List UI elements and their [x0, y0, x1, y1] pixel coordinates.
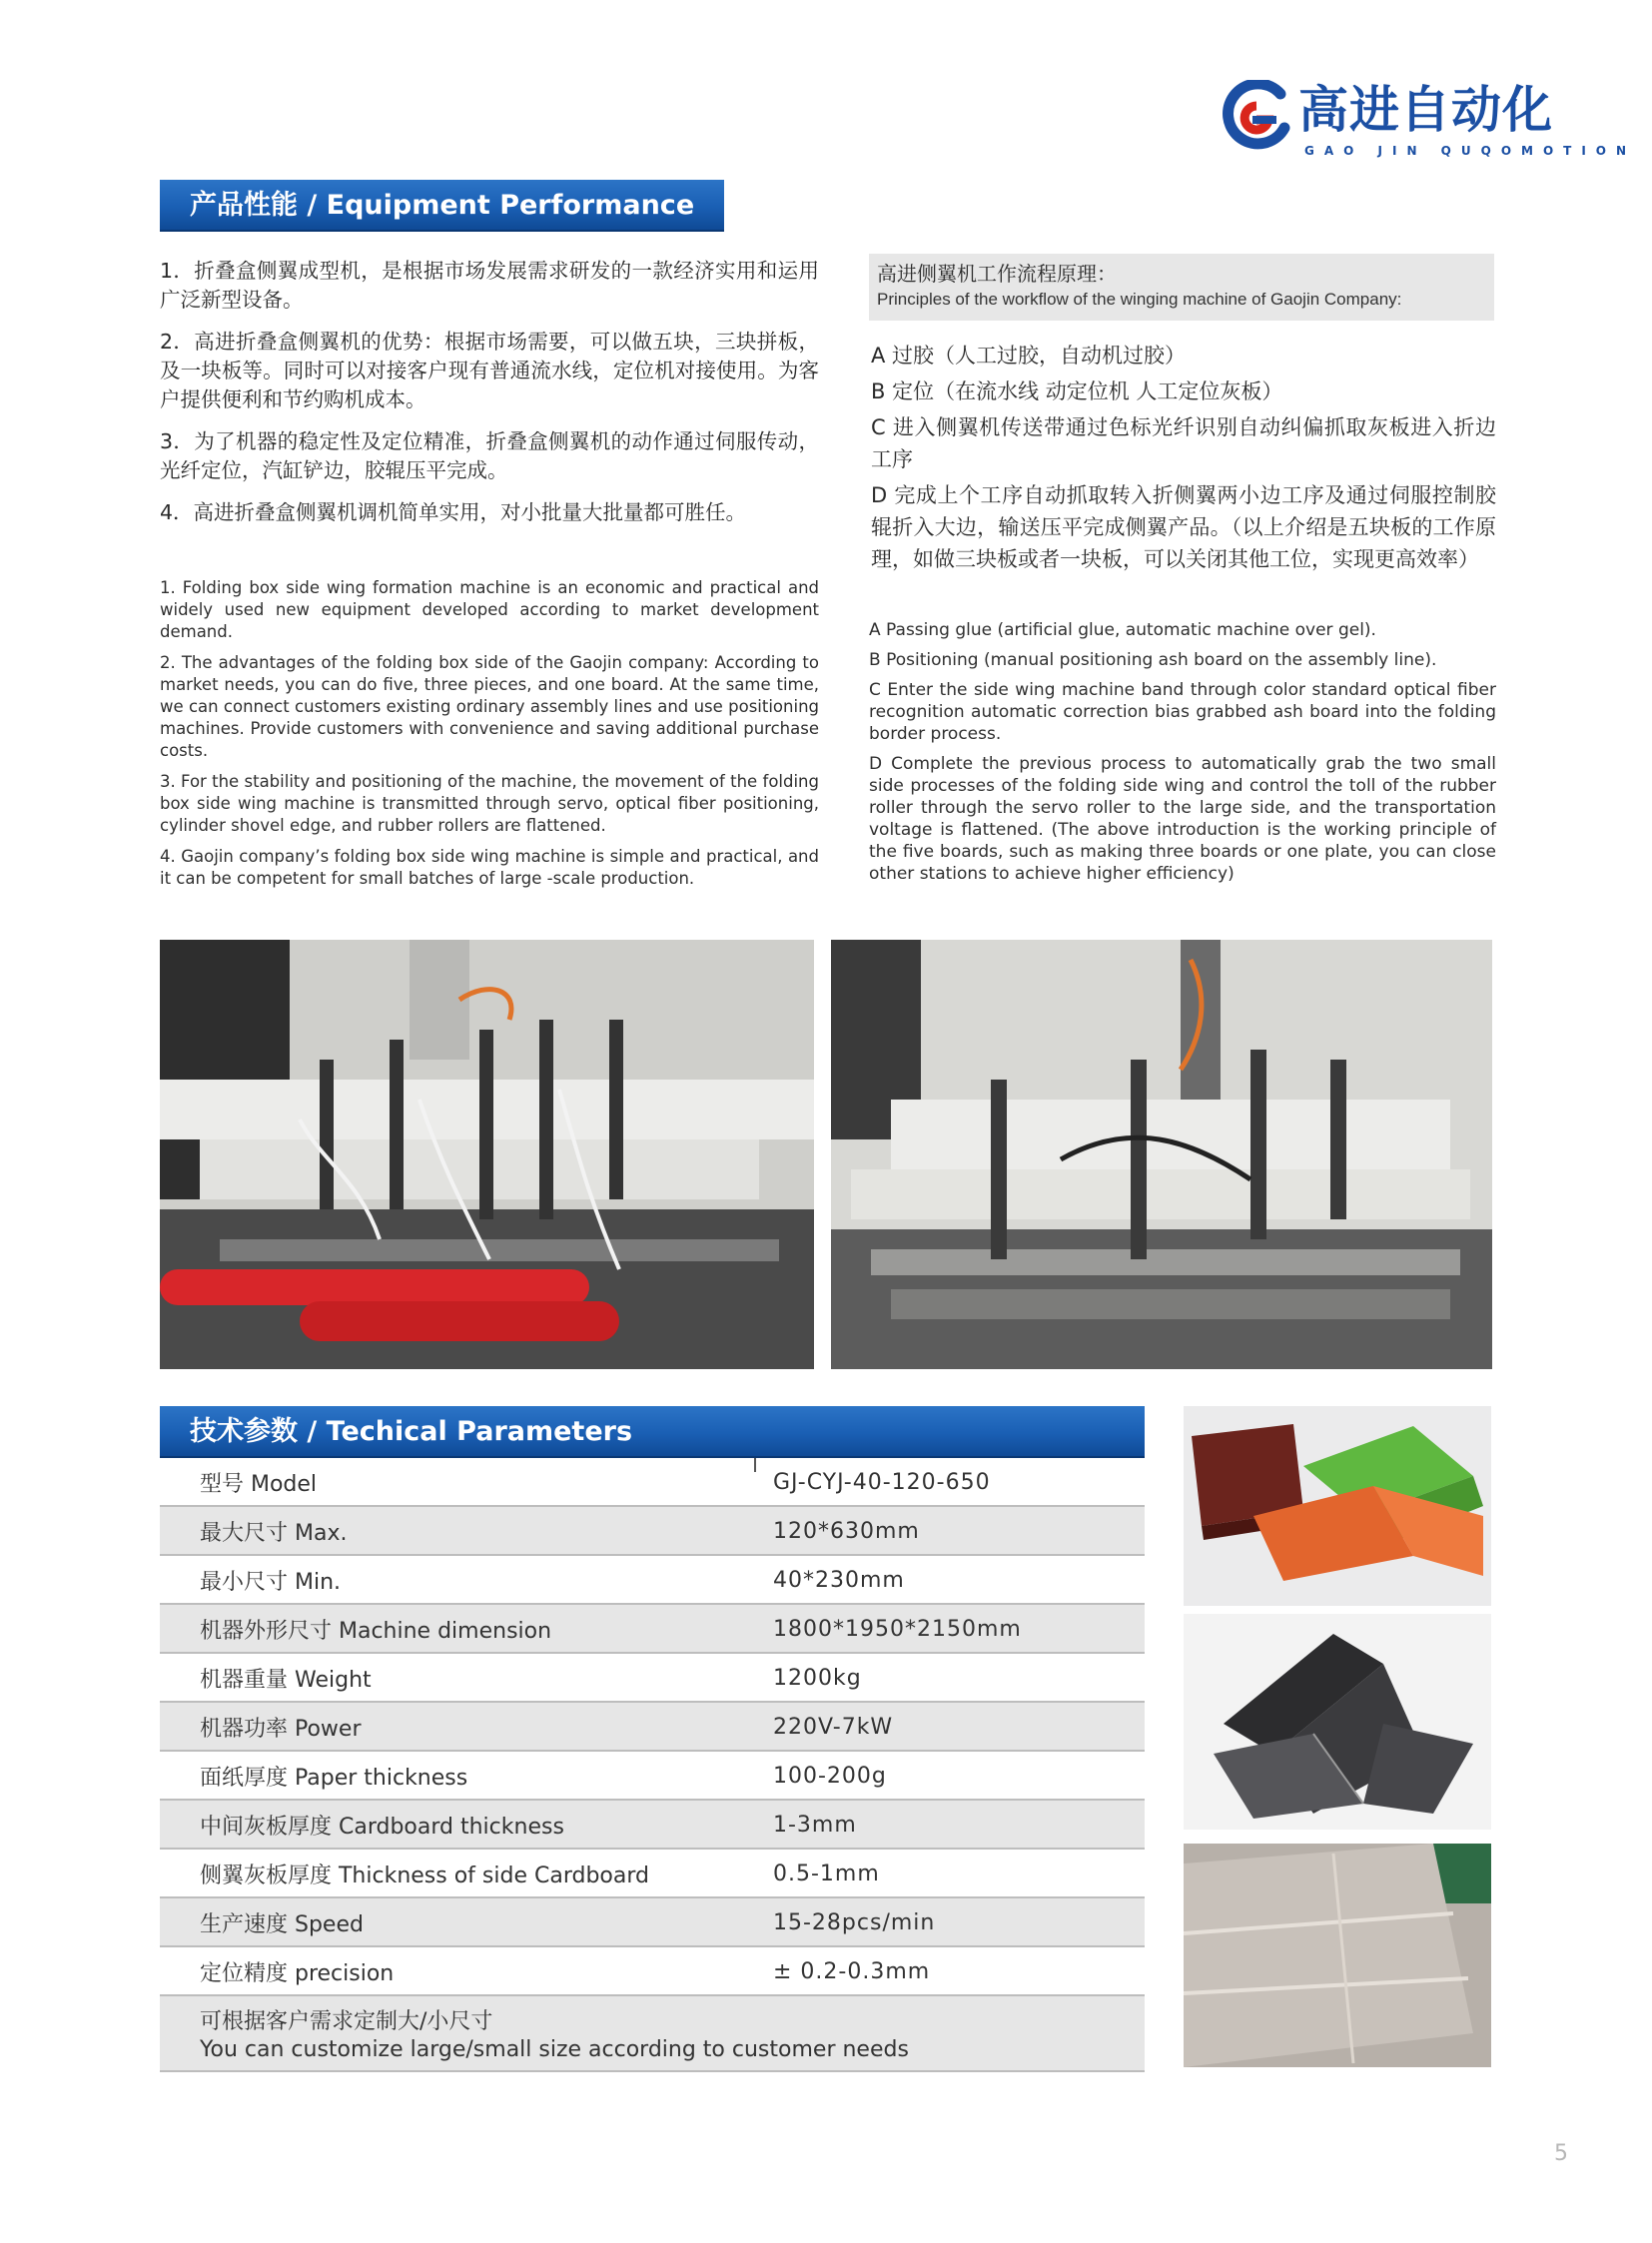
performance-item-en: 3. For the stability and positioning of the machine, the movement of the folding box side wing machine is transmitted through servo, optical fiber positioning, cylinder shovel edge, and rubber rollers are flattened.: [160, 772, 819, 835]
param-value: GJ-CYJ-40-120-650: [773, 1470, 991, 1495]
principle-step-cn: D 完成上个工序自动抓取转入折侧翼两小边工序及通过伺服控制胶辊折入大边，输送压平完成侧翼产品。（以上介绍是五块板的工作原理，如做三块板或者一块板，可以关闭其他工位，实现更高效率）: [871, 483, 1496, 571]
performance-item-en: 4. Gaojin company’s folding box side wing machine is simple and practical, and it can be competent for small batches of large -scale production.: [160, 847, 819, 888]
param-label: 侧翼灰板厚度 Thickness of side Cardboard: [200, 1864, 649, 1888]
param-value: 1-3mm: [773, 1813, 857, 1838]
principles-title-cn: 高进侧翼机工作流程原理：: [877, 262, 1117, 286]
param-label: 机器外形尺寸 Machine dimension: [200, 1619, 552, 1644]
param-label: 最大尺寸 Max.: [200, 1521, 348, 1546]
performance-list-en: [160, 577, 819, 899]
performance-item-en: 1. Folding box side wing formation machine is an economic and practical and widely used new equipment developed according to market development demand.: [160, 578, 819, 641]
principle-step-en: C Enter the side wing machine band through color standard optical fiber recognition automatic correction bias grabbed ash board into the folding border process.: [869, 680, 1496, 744]
param-label: 型号 Model: [200, 1472, 318, 1497]
param-value: ± 0.2-0.3mm: [773, 1959, 931, 1984]
principle-step-cn: C 进入侧翼机传送带通过色标光纤识别自动纠偏抓取灰板进入折边工序: [871, 415, 1496, 471]
machine-photo-left: [160, 940, 814, 1369]
param-label: 面纸厚度 Paper thickness: [200, 1766, 468, 1791]
param-value: 1200kg: [773, 1666, 862, 1691]
product-photo-gray-box: [1184, 1614, 1491, 1830]
param-value: 220V-7kW: [773, 1715, 894, 1740]
table-row: [160, 1850, 1145, 1898]
table-row: [160, 1801, 1145, 1850]
performance-item-cn: 1．折叠盒侧翼成型机，是根据市场发展需求研发的一款经济实用和运用广泛新型设备。: [160, 259, 819, 312]
table-row: [160, 1605, 1145, 1654]
param-label: 生产速度 Speed: [200, 1912, 364, 1937]
product-photo-cardboard: [1184, 1844, 1491, 2067]
param-value: 100-200g: [773, 1764, 887, 1789]
column-divider: [754, 1458, 756, 1472]
param-label: 最小尺寸 Min.: [200, 1570, 342, 1595]
parameters-title: 技术参数 / Techical Parameters: [160, 1406, 1145, 1458]
principle-step-cn: A 过胶（人工过胶，自动机过胶）: [871, 344, 1187, 368]
table-row: [160, 1752, 1145, 1801]
param-label: 机器重量 Weight: [200, 1668, 372, 1693]
product-photo-boxes: [1184, 1406, 1491, 1606]
table-row: [160, 1458, 1145, 1507]
principle-step-en: A Passing glue (artificial glue, automatic machine over gel).: [869, 620, 1376, 640]
table-row: [160, 1507, 1145, 1556]
table-row: [160, 1947, 1145, 1996]
principles-steps-cn: [871, 340, 1496, 579]
logo-mark-icon: [1221, 80, 1294, 154]
principles-title-en: Principles of the workflow of the winging machine of Gaojin Company:: [877, 290, 1402, 309]
company-logo: [1221, 76, 1637, 166]
principle-step-cn: B 定位（在流水线 动定位机 人工定位灰板）: [871, 379, 1283, 403]
table-row: [160, 1556, 1145, 1605]
performance-item-cn: 4．高进折叠盒侧翼机调机简单实用，对小批量大批量都可胜任。: [160, 500, 747, 524]
performance-item-en: 2. The advantages of the folding box side of the Gaojin company: According to market needs, you can do five, three pieces, and one board. At the same time, we can connect customers existing ordinary assembly lines and use positioning machines. Provide customers with convenience and saving additional purchase costs.: [160, 653, 819, 760]
performance-item-cn: 2．高进折叠盒侧翼机的优势：根据市场需要，可以做五块，三块拼板，及一块板等。同时可以对接客户现有普通流水线，定位机对接使用。为客户提供便利和节约购机成本。: [160, 330, 819, 411]
machine-photo-right: [831, 940, 1492, 1369]
logo-name-cn: 高进自动化: [1298, 81, 1553, 139]
page-number: 5: [1554, 2141, 1568, 2166]
customization-note-cn: 可根据客户需求定制大/小尺寸: [200, 2009, 493, 2034]
customization-note-en: You can customize large/small size according to customer needs: [200, 2037, 909, 2062]
principle-step-en: D Complete the previous process to automatically grab the two small side processes of the folding side wing and control the toll of the rubber roller through the servo roller to the large side, and the transportation voltage is flattened. (The above introduction is the working principle of the five boards, such as making three boards or one plate, you can close other stations to achieve higher efficiency): [869, 754, 1496, 884]
performance-item-cn: 3．为了机器的稳定性及定位精准，折叠盒侧翼机的动作通过伺服传动，光纤定位，汽缸铲边，胶辊压平完成。: [160, 429, 819, 482]
logo-name-en: GAO JIN QUQOMOTION: [1304, 144, 1637, 158]
table-row: [160, 1654, 1145, 1703]
customization-note: [160, 1996, 1145, 2072]
table-row: [160, 1703, 1145, 1752]
param-label: 机器功率 Power: [200, 1717, 362, 1742]
principle-step-en: B Positioning (manual positioning ash board on the assembly line).: [869, 650, 1437, 670]
param-value: 40*230mm: [773, 1568, 905, 1593]
param-label: 中间灰板厚度 Cardboard thickness: [200, 1815, 564, 1840]
param-value: 1800*1950*2150mm: [773, 1617, 1022, 1642]
param-value: 120*630mm: [773, 1519, 920, 1544]
param-value: 0.5-1mm: [773, 1862, 880, 1886]
param-value: 15-28pcs/min: [773, 1910, 936, 1935]
param-label: 定位精度 precision: [200, 1961, 395, 1986]
performance-list-cn: [160, 257, 819, 540]
parameters-table: [160, 1458, 1145, 2072]
principles-steps-en: [869, 619, 1496, 893]
table-row: [160, 1898, 1145, 1947]
performance-title: 产品性能 / Equipment Performance: [160, 180, 724, 232]
principles-heading: [869, 254, 1494, 321]
